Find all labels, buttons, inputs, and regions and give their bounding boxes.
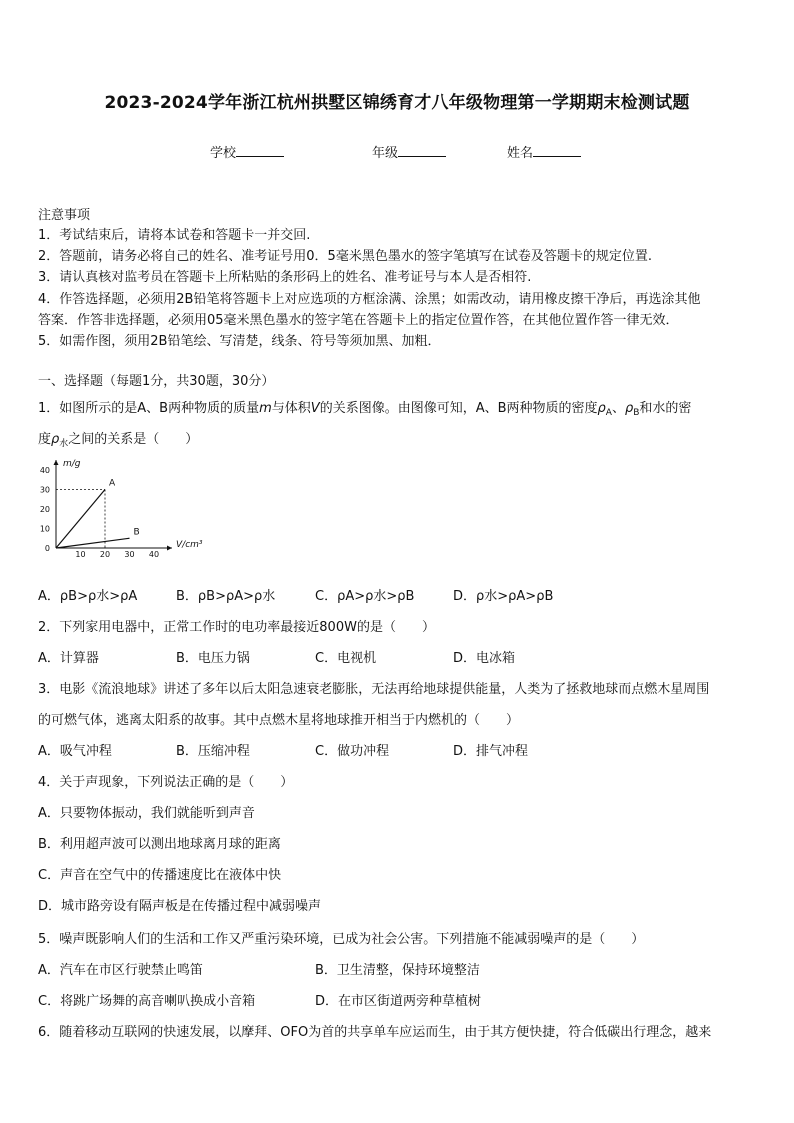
name-blank[interactable]: [533, 144, 581, 157]
q5-option-c[interactable]: C．将跳广场舞的高音喇叭换成小音箱: [38, 994, 256, 1009]
q1-option-c[interactable]: C．ρA>ρ水>ρB: [315, 589, 415, 604]
grade-blank[interactable]: [398, 144, 446, 157]
notice-item-5: 5．如需作图，须用2B铅笔绘、写清楚，线条、符号等须加黑、加粗．: [38, 334, 441, 349]
y-tick-label: 40: [39, 466, 50, 475]
notice-item-4-cont: 答案．作答非选择题，必须用05毫米黑色墨水的签字笔在答题卡上的指定位置作答，在其他位置作答一律无效．: [38, 313, 679, 328]
q2-option-b[interactable]: B．电压力锅: [176, 651, 250, 666]
q2-option-c[interactable]: C．电视机: [315, 651, 377, 666]
q3-option-a[interactable]: A．吸气冲程: [38, 744, 112, 759]
name-label: 姓名: [507, 146, 534, 161]
q6-stem: 6．随着移动互联网的快速发展，以摩拜、OFO为首的共享单车应运而生，由于其方便快捷，符合低碳出行理念，越来: [38, 1025, 712, 1040]
x-tick-label: 30: [124, 550, 135, 559]
x-tick-label: 10: [75, 550, 86, 559]
notice-item-3: 3．请认真核对监考员在答题卡上所粘贴的条形码上的姓名、准考证号与本人是否相符.: [38, 270, 532, 285]
q1-option-b[interactable]: B．ρB>ρA>ρ水: [176, 589, 276, 604]
q3-stem-line2: 的可燃气体，逃离太阳系的故事。其中点燃木星将地球推开相当于内燃机的（ ）: [38, 713, 520, 728]
y-tick-label: 0: [44, 544, 50, 553]
series-line-a: [56, 490, 105, 549]
q3-option-d[interactable]: D．排气冲程: [453, 744, 529, 759]
notice-item-1: 1．考试结束后，请将本试卷和答题卡一并交回.: [38, 228, 311, 243]
notice-item-2: 2．答题前，请务必将自己的姓名、准考证号用0．5毫米黑色墨水的签字笔填写在试卷及答题卡的规定位置.: [38, 249, 652, 264]
y-axis-arrow: [54, 460, 59, 465]
q5-option-b[interactable]: B．卫生清整，保持环境整洁: [315, 963, 480, 978]
school-blank[interactable]: [236, 144, 284, 157]
q4-stem: 4．关于声现象，下列说法正确的是（ ）: [38, 775, 294, 790]
q2-option-a[interactable]: A．计算器: [38, 651, 99, 666]
y-axis-label: m/g: [63, 459, 81, 469]
series-label-b: B: [133, 527, 140, 538]
q2-option-d[interactable]: D．电冰箱: [453, 651, 516, 666]
q3-option-b[interactable]: B．压缩冲程: [176, 744, 250, 759]
page-title: 2023-2024学年浙江杭州拱墅区锦绣育才八年级物理第一学期期末检测试题: [104, 93, 690, 113]
section-heading: 一、选择题（每题1分，共30题，30分）: [38, 374, 275, 389]
q1-option-a[interactable]: A．ρB>ρ水>ρA: [38, 589, 138, 604]
q5-option-a[interactable]: A．汽车在市区行驶禁止鸣笛: [38, 963, 203, 978]
x-tick-label: 20: [99, 550, 111, 559]
y-tick-label: 10: [39, 524, 50, 534]
q2-stem: 2．下列家用电器中，正常工作时的电功率最接近800W的是（ ）: [38, 620, 435, 635]
series-line-b: [56, 538, 130, 548]
name-field: [507, 142, 581, 161]
mass-volume-chart: [36, 455, 206, 560]
grade-field: [372, 142, 446, 161]
x-tick-label: 40: [148, 550, 160, 559]
q3-stem-line1: 3．电影《流浪地球》讲述了多年以后太阳急速衰老膨胀，无法再给地球提供能量，人类为了拯救地球而点燃木星周围: [38, 682, 710, 697]
q5-option-d[interactable]: D．在市区街道两旁种草植树: [315, 994, 482, 1009]
y-tick-label: 30: [39, 485, 50, 495]
q5-stem: 5．噪声既影响人们的生活和工作又严重污染环境，已成为社会公害。下列措施不能减弱噪声的是（ ）: [38, 932, 645, 947]
q4-option-d[interactable]: D．城市路旁设有隔声板是在传播过程中减弱噪声: [38, 899, 322, 914]
x-axis-arrow: [167, 546, 172, 551]
q1-stem-line1: 1．如图所示的是A、B两种物质的质量m与体积V的关系图像。由图像可知，A、B两种物质的密度$\rho_A$、$\rho_B$和水的密: [38, 401, 692, 418]
grade-label: 年级: [372, 146, 399, 161]
q4-option-c[interactable]: C．声音在空气中的传播速度比在液体中快: [38, 868, 282, 883]
x-axis-label: V/cm³: [176, 540, 203, 550]
q3-option-c[interactable]: C．做功冲程: [315, 744, 390, 759]
q1-stem-line2: 度$\rho_水$之间的关系是（ ）: [38, 432, 199, 449]
y-tick-label: 20: [39, 505, 50, 514]
notice-item-4: 4．作答选择题，必须用2B铅笔将答题卡上对应选项的方框涂满、涂黑；如需改动，请用橡皮擦干净后，再选涂其他: [38, 292, 701, 307]
q4-option-a[interactable]: A．只要物体振动，我们就能听到声音: [38, 806, 255, 821]
q4-option-b[interactable]: B．利用超声波可以测出地球离月球的距离: [38, 837, 281, 852]
school-label: 学校: [210, 146, 237, 161]
school-field: [210, 142, 284, 161]
notice-heading: 注意事项: [38, 208, 91, 223]
series-label-a: A: [109, 478, 116, 489]
q1-option-d[interactable]: D．ρ水>ρA>ρB: [453, 589, 554, 604]
